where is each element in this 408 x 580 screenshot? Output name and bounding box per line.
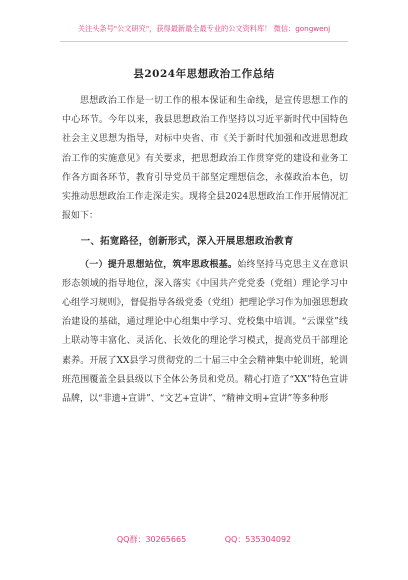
footer-qq-group: QQ群：30265665 xyxy=(116,535,187,544)
subsection-paragraph xyxy=(62,256,348,410)
document-title: 县2024年思想政治工作总结 xyxy=(133,68,275,80)
intro-paragraph: 思想政治工作是一切工作的根本保证和生命线，是宣传思想工作的中心环节。今年以来，我县思想政治工作坚持以习近平新时代中国特色社会主义思想为指导，对标中央省、市《关于新时代加强和改进思想政治工作的实施意见》有关要求，把思想政治工作贯穿党的建设和业务工作各方面各环节，教育引导党员干部坚定理想信念，永葆政治本色，切实推动思想政治工作走深走实。现将全县2024思想政治工作开展情况汇报如下： xyxy=(62,96,348,222)
header-divider xyxy=(60,41,348,42)
header-banner: 关注头条号"公文研究"，获得最新最全最专业的公文资料库！ 微信：gongwenj xyxy=(77,24,331,33)
footer-qq: QQ：535304092 xyxy=(224,535,292,544)
subsection-body: 始终坚持马克思主义在意识形态领域的指导地位，深入落实《中国共产党党委（党组）理论学习中心组学习规则》，督促指导各级党委（党组）把理论学习作为加强思想政治建设的基础，通过理论中心组集中学习、党校集中培训。“云课堂”线上联动等丰富化、灵活化、长效化的理论学习模式，提高党员干部理论素养。开展了XX县学习贯彻党的二十届三中全会精神集中轮训班，轮训班范围覆盖全县县级以下全体公务员和党员。精心打造了“XX”特色宣讲品牌，以“非遗+宣讲”、“文艺+宣讲”、“精神文明+宣讲”等多种形 xyxy=(62,259,348,405)
footer-contact xyxy=(0,534,408,545)
section-heading: 一、拓宽路径，创新形式，深入开展思想政治教育 xyxy=(80,236,294,248)
subsection-heading: （一）提升思想站位，筑牢思政根基。 xyxy=(80,259,238,270)
document-body xyxy=(62,92,348,409)
